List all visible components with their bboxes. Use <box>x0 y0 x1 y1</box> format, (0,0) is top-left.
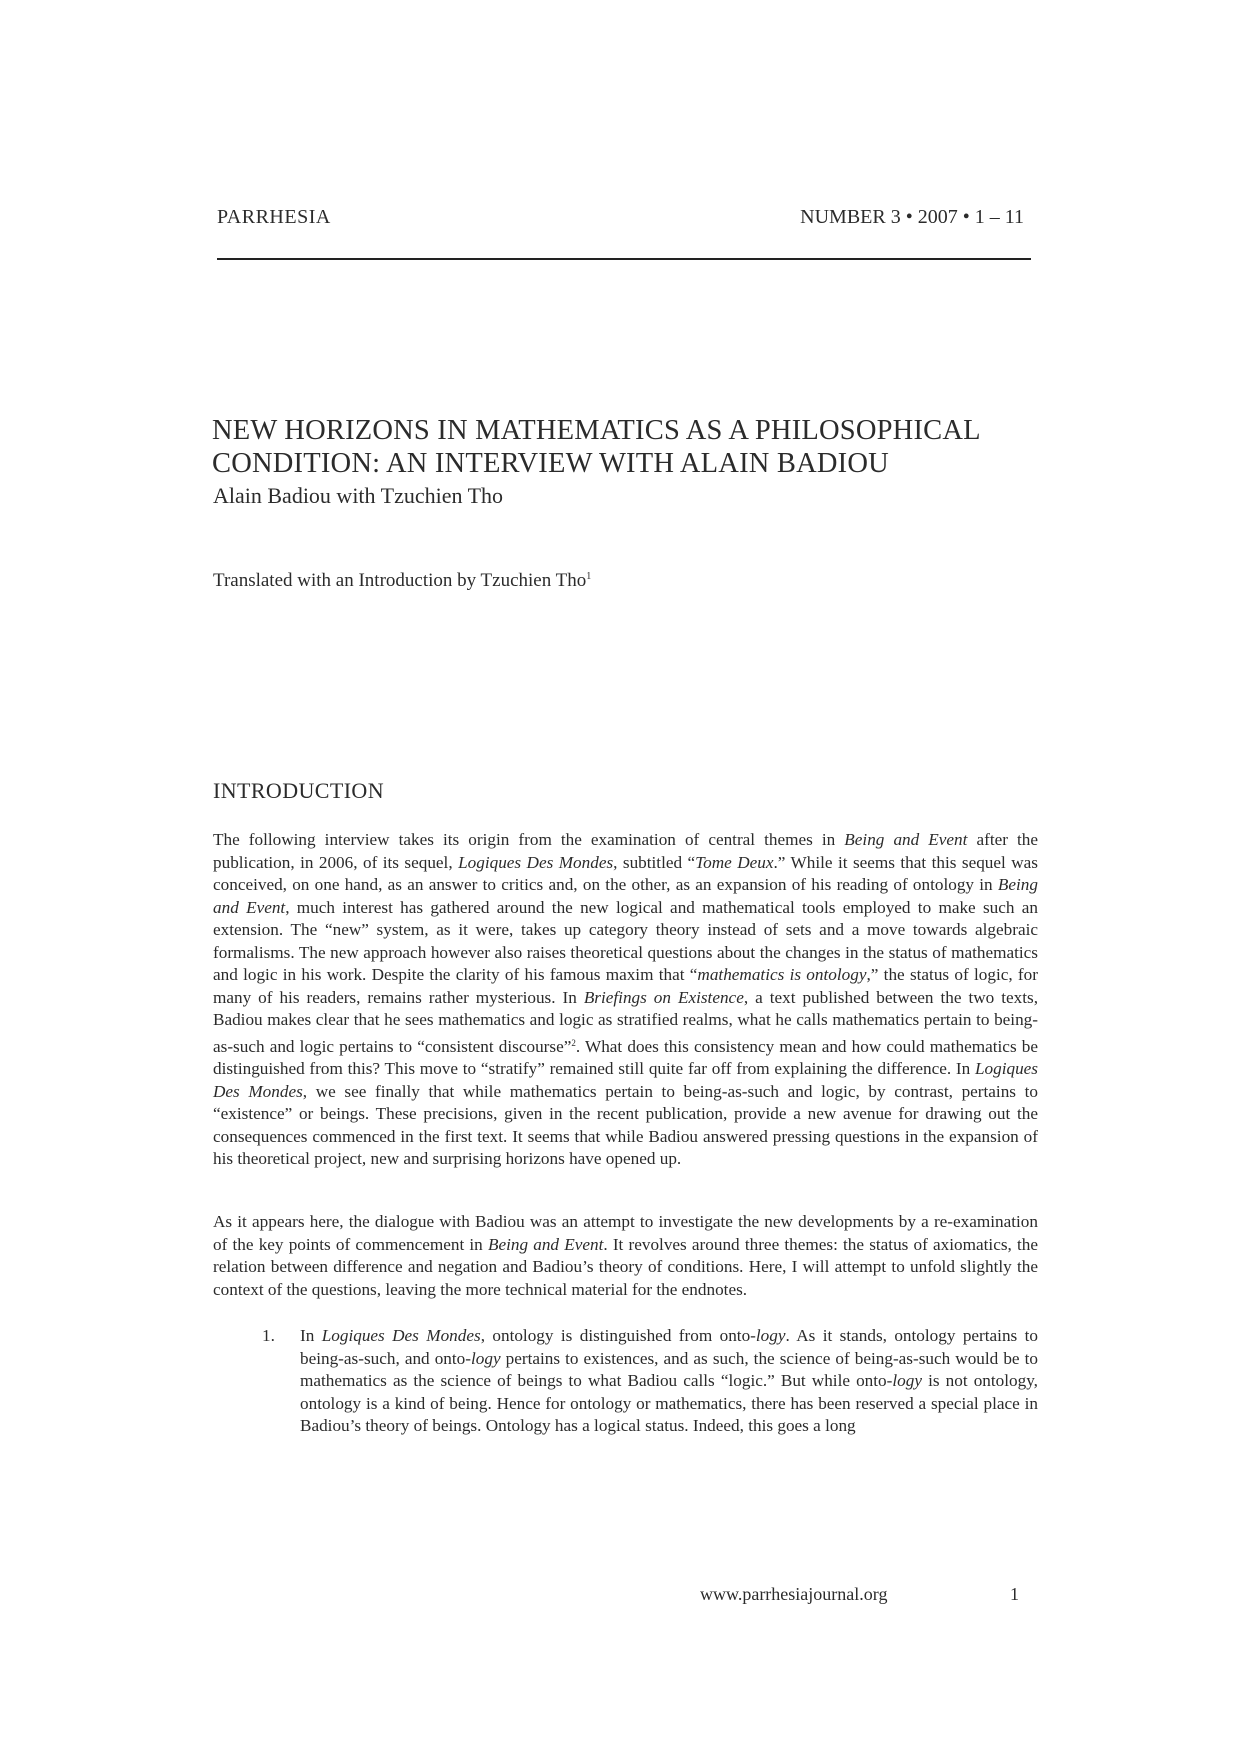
footnote-ref-1[interactable]: 1 <box>586 571 592 582</box>
list-item-text: In Logiques Des Mondes, ontology is distinguished from onto-logy. As it stands, ontology pertains to being-as-such, and onto-logy pertains to existences, and as such, the science of being-as-such would be to mathematics as the science of beings to what Badiou calls “logic.” But while onto-logy is not ontology, ontology is a kind of being. Hence for ontology or mathematics, there has been reserved a special place in Badiou’s theory of beings. Ontology has a logical status. Indeed, this goes a long <box>300 1326 1038 1435</box>
translator-line <box>213 570 591 592</box>
footnote-ref-2[interactable]: 2 <box>571 1037 576 1048</box>
page-number: 1 <box>1010 1584 1019 1604</box>
title-line-1: NEW HORIZONS IN MATHEMATICS AS A PHILOSOPHICAL <box>212 415 981 446</box>
translator-text: Translated with an Introduction by Tzuchien Tho <box>213 570 587 591</box>
article-authors: Alain Badiou with Tzuchien Tho <box>213 483 504 508</box>
issue-info: NUMBER 3 • 2007 • 1 – 11 <box>800 206 1024 228</box>
article-title <box>212 414 1042 480</box>
intro-paragraph-2: As it appears here, the dialogue with Badiou was an attempt to investigate the new developments by a re-examination of the key points of commencement in Being and Event. It revolves around three themes: the status of axiomatics, the relation between difference and negation and Badiou’s theory of conditions. Here, I will attempt to unfold slightly the context of the questions, leaving the more technical material for the endnotes. <box>213 1212 1038 1299</box>
footer-url[interactable]: www.parrhesiajournal.org <box>700 1584 888 1604</box>
list-item-number: 1. <box>262 1326 275 1345</box>
header-rule <box>217 258 1031 260</box>
intro-paragraph-1: The following interview takes its origin from the examination of central themes in Being and Event after the publication, in 2006, of its sequel, Logiques Des Mondes, subtitled “Tome Deux.” While it seems that this sequel was conceived, on one hand, as an answer to critics and, on the other, as an expansion of his reading of ontology in Being and Event, much interest has gathered around the new logical and mathematical tools employed to make such an extension. The “new” system, as it were, takes up category theory instead of sets and a move towards algebraic formalisms. The new approach however also raises theoretical questions about the changes in the status of mathematics and logic in his work. Despite the clarity of his famous maxim that “mathematics is ontology,” the status of logic, for many of his readers, remains rather mysterious. In Briefings on Existence, a text published between the two texts, Badiou makes clear that he sees mathematics and logic as stratified realms, what he calls mathematics pertain to being-as-such and logic pertains to “consistent discourse”$^2$. What does this consistency mean and how could mathematics be distinguished from this? This move to “stratify” remained still quite far off from explaining the difference. In Logiques Des Mondes, we see finally that while mathematics pertain to being-as-such and logic, by contrast, pertains to “existence” or beings. These precisions, given in the recent publication, provide a new avenue for drawing out the consequences commenced in the first text. It seems that while Badiou answered pressing questions in the expansion of his theoretical project, new and surprising horizons have opened up. <box>213 830 1039 1168</box>
section-heading: INTRODUCTION <box>213 778 385 803</box>
journal-name: PARRHESIA <box>217 206 331 228</box>
title-line-2: CONDITION: AN INTERVIEW WITH ALAIN BADIOU <box>212 448 889 479</box>
